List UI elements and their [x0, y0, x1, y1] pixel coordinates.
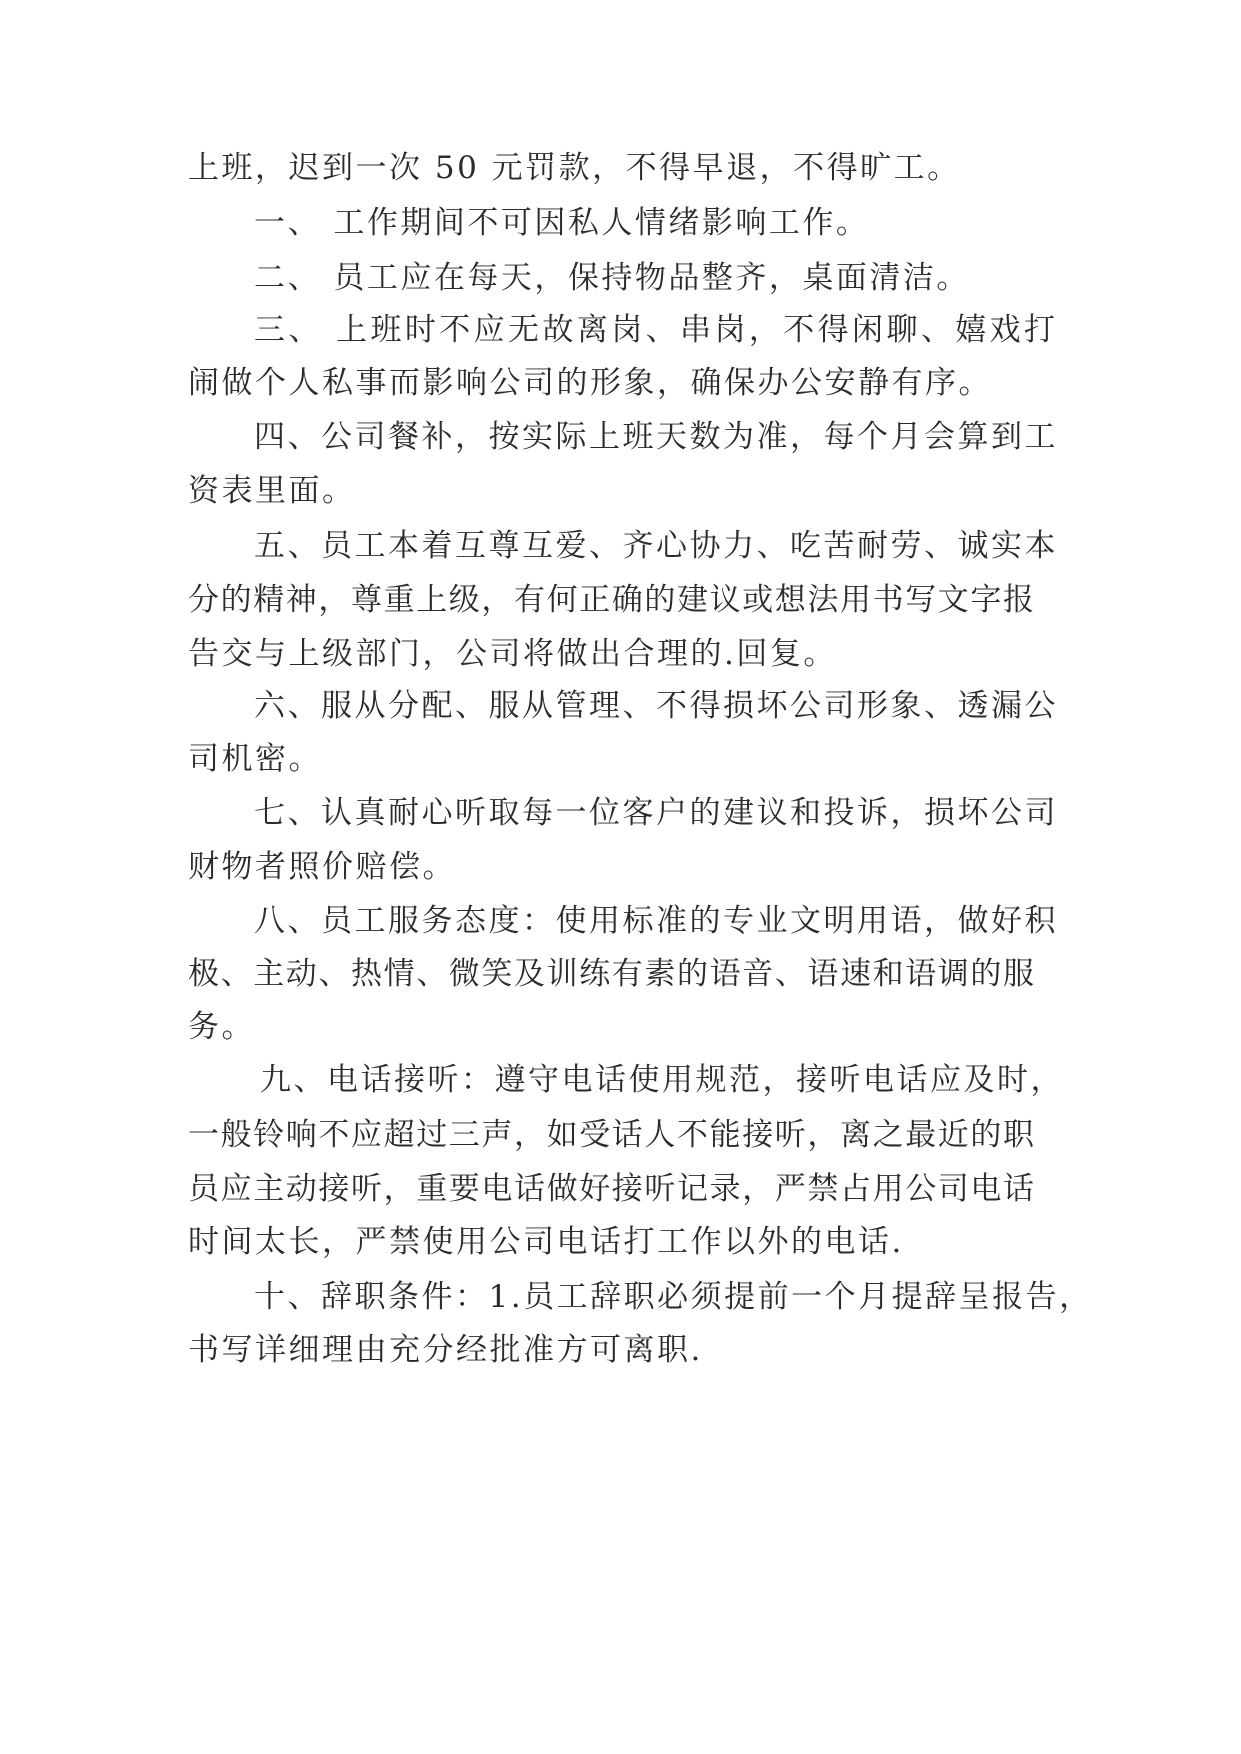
text-line: 分的精神，尊重上级，有何正确的建议或想法用书写文字报 [188, 582, 1036, 618]
text-line: 财物者照价赔偿。 [188, 849, 456, 885]
text-line: 八、员工服务态度：使用标准的专业文明用语，做好积 [254, 903, 1058, 939]
text-line: 七、认真耐心听取每一位客户的建议和投诉，损坏公司 [254, 795, 1058, 831]
text-line: 闹做个人私事而影响公司的形象，确保办公安静有序。 [188, 365, 992, 401]
text-line: 资表里面。 [188, 473, 356, 509]
text-line: 书写详细理由充分经批准方可离职. [188, 1332, 703, 1368]
text-line: 三、 上班时不应无故离岗、串岗，不得闲聊、嬉戏打 [254, 312, 1059, 348]
text-line: 九、电话接听：遵守电话使用规范，接听电话应及时， [260, 1062, 1064, 1098]
text-line: 司机密。 [188, 741, 322, 777]
text-line: 时间太长，严禁使用公司电话打工作以外的电话. [188, 1224, 904, 1260]
text-line: 极、主动、热情、微笑及训练有素的语音、语速和语调的服 [188, 956, 1036, 992]
text-line: 六、服从分配、服从管理、不得损坏公司形象、透漏公 [254, 688, 1058, 724]
text-line: 五、员工本着互尊互爱、齐心协力、吃苦耐劳、诚实本 [254, 528, 1058, 564]
text-line: 一、 工作期间不可因私人情绪影响工作。 [254, 205, 870, 241]
text-line: 告交与上级部门，公司将做出合理的.回复。 [188, 636, 837, 672]
text-line: 十、辞职条件：1.员工辞职必须提前一个月提辞呈报告， [254, 1279, 1093, 1315]
text-line: 二、 员工应在每天，保持物品整齐，桌面清洁。 [254, 260, 970, 296]
text-line: 务。 [188, 1009, 255, 1045]
text-line: 员应主动接听，重要电话做好接听记录，严禁占用公司电话 [188, 1171, 1036, 1207]
text-line: 四、公司餐补，按实际上班天数为准，每个月会算到工 [254, 419, 1058, 455]
text-line: 一般铃响不应超过三声，如受话人不能接听，离之最近的职 [188, 1117, 1036, 1153]
text-line: 上班，迟到一次 50 元罚款，不得早退，不得旷工。 [188, 150, 961, 186]
